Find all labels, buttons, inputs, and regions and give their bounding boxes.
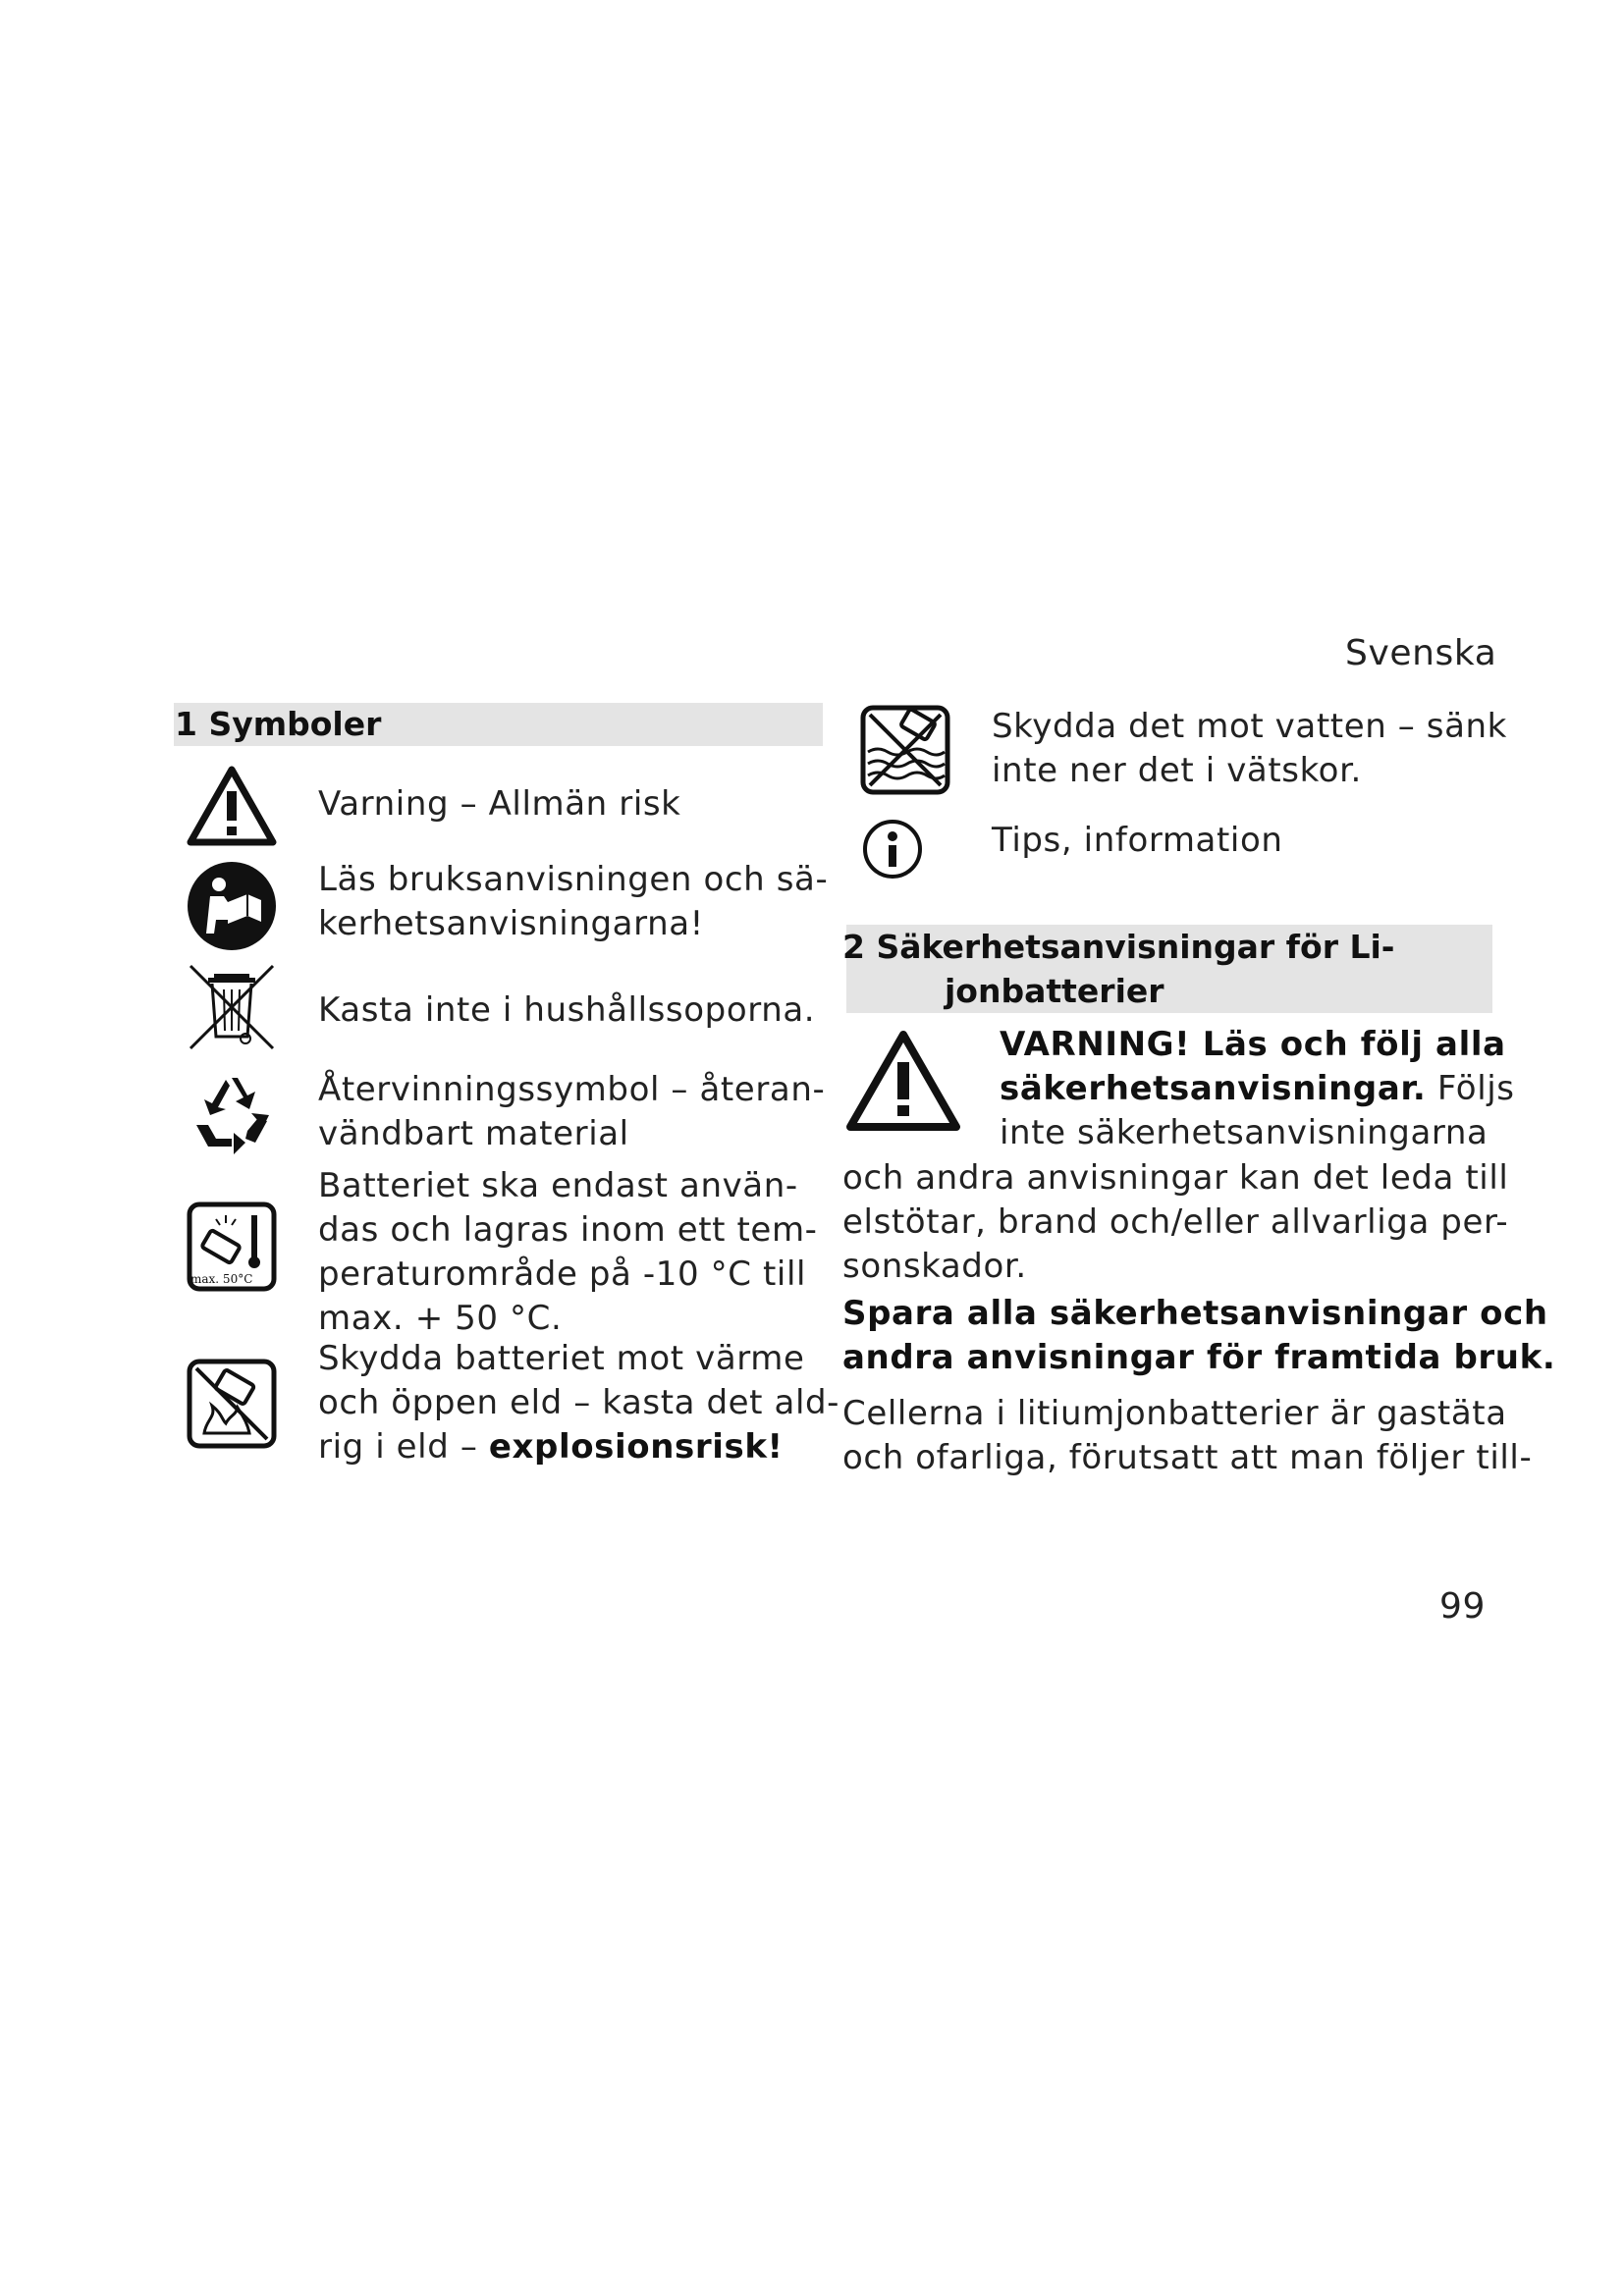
symbol-water-text: Skydda det mot vatten – sänk inte ner det i vätskor. bbox=[992, 707, 1507, 790]
symbol-fire-text: Skydda batteriet mot värme och öppen eld – kasta det ald- rig i eld – explosionsrisk! bbox=[318, 1339, 840, 1467]
symbol-read-manual-text: Läs bruksanvisningen och sä- kerhetsanvisningarna! bbox=[318, 860, 829, 943]
symbol-info-text: Tips, information bbox=[992, 821, 1283, 860]
warning-triangle-large-icon bbox=[846, 1029, 960, 1133]
section2-save-text: Spara alla säkerhetsanvisningar och andra anvisningar för framtida bruk. bbox=[842, 1294, 1556, 1377]
no-fire-icon bbox=[187, 1359, 277, 1449]
section2-body-text: och andra anvisningar kan det leda till elstötar, brand och/eller allvarliga per- sonskador. bbox=[842, 1158, 1509, 1286]
info-icon bbox=[862, 819, 923, 880]
symbol-warning-text: Varning – Allmän risk bbox=[318, 784, 681, 824]
explosion-risk-emphasis: explosionsrisk! bbox=[488, 1427, 784, 1467]
page-number: 99 bbox=[1439, 1586, 1487, 1627]
section2-heading: 2 Säkerhetsanvisningar för Li- jonbatterier bbox=[842, 928, 1395, 1010]
recycling-icon bbox=[187, 1070, 277, 1160]
symbol-temperature-text: Batteriet ska endast använ- das och lagras inom ett tem- peraturområde på -10 °C till max. + 50 °C. bbox=[318, 1166, 818, 1338]
temperature-icon bbox=[187, 1201, 277, 1292]
crossed-bin-icon bbox=[187, 962, 277, 1052]
language-label: Svenska bbox=[1345, 633, 1497, 673]
warning-triangle-icon bbox=[187, 764, 277, 846]
section2-cells-text: Cellerna i litiumjonbatterier är gastäta och ofarliga, förutsatt att man följer till- bbox=[842, 1394, 1533, 1477]
symbol-recycling-text: Återvinningssymbol – återan- vändbart material bbox=[318, 1070, 826, 1153]
symbol-bin-text: Kasta inte i hushållssoporna. bbox=[318, 990, 816, 1030]
section2-warning-text: VARNING! Läs och följ alla säkerhetsanvisningar. Följs inte säkerhetsanvisningarna bbox=[1000, 1025, 1515, 1152]
section1-heading: 1 Symboler bbox=[175, 705, 382, 743]
temperature-icon-label: max. 50°C bbox=[190, 1272, 253, 1286]
read-manual-icon bbox=[187, 861, 277, 951]
no-water-icon bbox=[860, 705, 950, 795]
